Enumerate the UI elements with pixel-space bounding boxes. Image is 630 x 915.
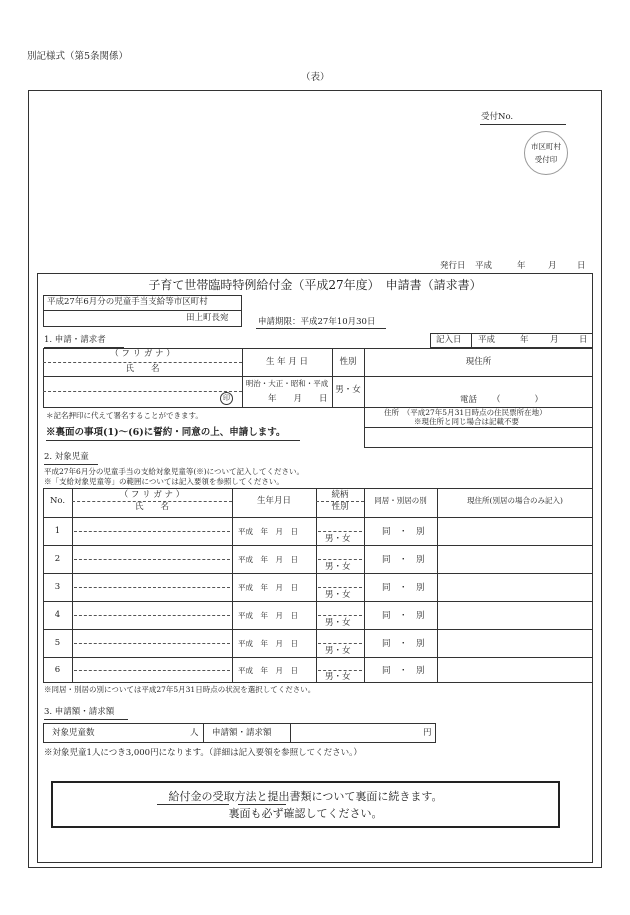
children-header-furigana: （ フ リ ガ ナ ） bbox=[119, 490, 185, 500]
addressee-line1: 平成27年6月分の児童手当支給等市区町村 bbox=[47, 297, 208, 307]
amount-col-divider-1 bbox=[203, 723, 204, 743]
applicant-col-divider-2 bbox=[332, 348, 333, 408]
applicant-furigana-label: （ フ リ ガ ナ ） bbox=[110, 349, 175, 359]
child-row-5-birth[interactable]: 平成 年 月 日 bbox=[238, 639, 298, 648]
child-row-6-cohabit[interactable]: 同 ・ 別 bbox=[382, 666, 425, 676]
receipt-stamp-circle bbox=[524, 131, 568, 175]
children-header-cohabit: 同居・別居の別 bbox=[374, 496, 427, 505]
phone-field[interactable]: （ ） bbox=[492, 395, 544, 405]
child-count-field[interactable] bbox=[120, 724, 190, 742]
child-row-6-gender[interactable]: 男・女 bbox=[325, 672, 351, 682]
applicant-furigana-line bbox=[43, 362, 242, 363]
entry-date-month: 月 bbox=[550, 335, 559, 345]
child-row-3-relation-field[interactable] bbox=[318, 587, 362, 588]
applicant-eras: 明治・大正・昭和・平成 bbox=[245, 379, 329, 388]
section2-underline bbox=[44, 464, 98, 465]
child-row-1-cohabit[interactable]: 同 ・ 別 bbox=[382, 527, 425, 537]
stamp-label-line2: 受付印 bbox=[534, 155, 558, 164]
children-header-gender: 性別 bbox=[331, 502, 349, 512]
phone-label: 電話 bbox=[460, 395, 478, 405]
section2-footnote: ※同居・別居の別については平成27年5月31日時点の状況を選択してください。 bbox=[44, 685, 316, 694]
amount-label: 申請額・請求額 bbox=[212, 728, 272, 738]
issue-date-year: 年 bbox=[517, 261, 526, 271]
child-row-5-relation-field[interactable] bbox=[318, 643, 362, 644]
child-row-6-address-field[interactable] bbox=[438, 658, 592, 682]
child-row-4-no: 4 bbox=[54, 610, 61, 620]
child-row-4-cohabit[interactable]: 同 ・ 別 bbox=[382, 611, 425, 621]
section1-heading: 1. 申請・請求者 bbox=[44, 335, 106, 345]
child-row-3-address-field[interactable] bbox=[438, 574, 592, 601]
child-row-3-cohabit[interactable]: 同 ・ 別 bbox=[382, 583, 425, 593]
child-row-1-no: 1 bbox=[54, 526, 61, 536]
child-count-unit: 人 bbox=[190, 728, 199, 738]
child-row-2-name-field[interactable] bbox=[74, 559, 230, 560]
entry-date-day: 日 bbox=[579, 335, 588, 345]
child-row-6-name-field[interactable] bbox=[74, 670, 230, 671]
notice-underline-1 bbox=[157, 804, 229, 805]
entry-date-divider bbox=[471, 333, 472, 348]
amount-field[interactable] bbox=[291, 724, 421, 742]
child-row-1-relation-field[interactable] bbox=[318, 531, 362, 532]
child-row-2-cohabit[interactable]: 同 ・ 別 bbox=[382, 555, 425, 565]
notice-box bbox=[51, 781, 560, 828]
child-row-4-gender[interactable]: 男・女 bbox=[325, 618, 351, 628]
notice-underline-2 bbox=[238, 804, 286, 805]
applicant-address-label: 現住所 bbox=[465, 357, 492, 367]
child-row-1-birth[interactable]: 平成 年 月 日 bbox=[238, 527, 298, 536]
child-row-6-birth[interactable]: 平成 年 月 日 bbox=[238, 666, 298, 675]
child-row-5-no: 5 bbox=[54, 638, 61, 648]
addressee-divider bbox=[43, 310, 242, 311]
child-row-3-no: 3 bbox=[54, 582, 61, 592]
addressee-line2: 田上町長宛 bbox=[186, 313, 229, 323]
children-header-name: 氏 名 bbox=[134, 502, 169, 512]
side-label: （表） bbox=[301, 72, 330, 83]
child-row-5-address-field[interactable] bbox=[438, 630, 592, 657]
child-row-2-relation-field[interactable] bbox=[318, 559, 362, 560]
child-row-5-cohabit[interactable]: 同 ・ 別 bbox=[382, 639, 425, 649]
receipt-no-label: 受付No. bbox=[481, 112, 514, 122]
entry-date-era: 平成 bbox=[478, 335, 496, 345]
child-row-2-no: 2 bbox=[54, 554, 61, 564]
applicant-birth-label: 生 年 月 日 bbox=[265, 357, 309, 367]
child-row-4-address-field[interactable] bbox=[438, 602, 592, 629]
children-header-birth: 生年月日 bbox=[256, 496, 291, 506]
issue-date-label: 発行日 bbox=[440, 261, 466, 271]
child-row-2-birth[interactable]: 平成 年 月 日 bbox=[238, 555, 298, 564]
applicant-name-label: 氏 名 bbox=[125, 364, 160, 374]
child-row-4-name-field[interactable] bbox=[74, 615, 230, 616]
child-count-label: 対象児童数 bbox=[52, 728, 95, 738]
section2-heading: 2. 対象児童 bbox=[44, 452, 89, 462]
child-row-2-gender[interactable]: 男・女 bbox=[325, 562, 351, 572]
form-reference: 別記様式（第5条関係） bbox=[27, 51, 129, 62]
section3-underline bbox=[44, 719, 128, 720]
section3-heading: 3. 申請額・請求額 bbox=[44, 707, 115, 717]
issue-date-era: 平成 bbox=[475, 261, 493, 271]
receipt-no-line[interactable] bbox=[480, 124, 566, 125]
entry-date-label: 記入日 bbox=[436, 335, 462, 345]
child-row-2-address-field[interactable] bbox=[438, 546, 592, 573]
children-header-address: 現住所(別居の場合のみ記入) bbox=[467, 496, 563, 505]
applicant-ymd[interactable]: 年 月 日 bbox=[268, 394, 328, 404]
applicant-name-field[interactable] bbox=[43, 377, 242, 407]
child-row-4-relation-field[interactable] bbox=[318, 615, 362, 616]
child-row-1-address-field[interactable] bbox=[438, 518, 592, 545]
applicant-gender-label: 性別 bbox=[339, 357, 357, 367]
form-title: 子育て世帯臨時特例給付金（平成27年度） 申請書（請求書） bbox=[148, 278, 482, 292]
applicant-gender-options[interactable]: 男・女 bbox=[335, 385, 361, 395]
stamp-label-line1: 市区町村 bbox=[531, 142, 561, 151]
resident-address-divider bbox=[364, 427, 593, 428]
issue-date-day: 日 bbox=[577, 261, 586, 271]
entry-date-year: 年 bbox=[520, 335, 529, 345]
section3-note: ※対象児童1人につき3,000円になります。（詳細は記入要領を参照してください。） bbox=[44, 748, 362, 758]
child-row-3-birth[interactable]: 平成 年 月 日 bbox=[238, 583, 298, 592]
child-row-5-gender[interactable]: 男・女 bbox=[325, 646, 351, 656]
child-row-6-no: 6 bbox=[54, 665, 61, 675]
deadline-underline bbox=[256, 328, 386, 329]
applicant-col-divider-1 bbox=[242, 348, 243, 408]
resident-address-label: 住所 （平成27年5月31日時点の住民票所在地） bbox=[384, 408, 547, 417]
amount-unit: 円 bbox=[423, 728, 432, 738]
child-row-5-name-field[interactable] bbox=[74, 643, 230, 644]
children-header-relation: 続柄 bbox=[331, 490, 349, 500]
child-row-6-relation-field[interactable] bbox=[318, 670, 362, 671]
pledge-text: ※裏面の事項(1)～(6)に誓約・同意の上、申請します。 bbox=[46, 427, 286, 438]
section2-note2: ※「支給対象児童等」の範囲については記入要領を参照してください。 bbox=[44, 477, 284, 486]
deadline: 申請期限：平成27年10月30日 bbox=[258, 317, 376, 327]
child-row-3-gender[interactable]: 男・女 bbox=[325, 590, 351, 600]
resident-address-note: ※現住所と同じ場合は記載不要 bbox=[414, 417, 519, 426]
child-row-4-birth[interactable]: 平成 年 月 日 bbox=[238, 611, 298, 620]
children-header-no: No. bbox=[49, 496, 66, 506]
child-row-1-name-field[interactable] bbox=[74, 531, 230, 532]
notice-line2: 裏面も必ず確認してください。 bbox=[228, 807, 383, 820]
issue-date-month: 月 bbox=[548, 261, 557, 271]
seal-icon: 印 bbox=[220, 392, 233, 405]
pledge-underline bbox=[46, 440, 300, 441]
signature-note: ＊記名押印に代えて署名することができます。 bbox=[46, 411, 203, 420]
notice-line1: 給付金の受取方法と提出書類について裏面に続きます。 bbox=[168, 790, 443, 803]
child-row-3-name-field[interactable] bbox=[74, 587, 230, 588]
child-row-1-gender[interactable]: 男・女 bbox=[325, 534, 351, 544]
section2-note1: 平成27年6月分の児童手当の支給対象児童等(※)について記入してください。 bbox=[44, 467, 305, 476]
